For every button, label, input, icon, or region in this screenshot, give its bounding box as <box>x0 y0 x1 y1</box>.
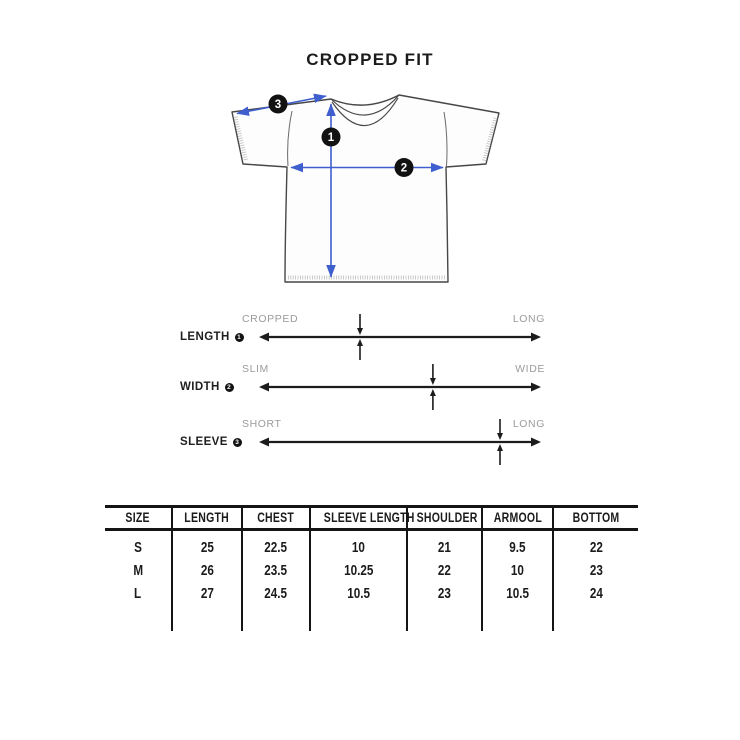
range-label-short: SHORT <box>242 418 282 430</box>
table-cell: 10.5 <box>482 583 553 606</box>
table-cell: 23 <box>553 560 638 583</box>
slider-label-text: LENGTH <box>180 331 230 343</box>
table-tail-row <box>105 606 638 631</box>
slider-badge-1: 1 <box>235 333 244 342</box>
range-label-long-sleeve: LONG <box>512 418 545 430</box>
table-cell: L <box>134 585 142 602</box>
slider-label-text: WIDTH <box>180 381 220 393</box>
slider-label-sleeve <box>180 434 242 450</box>
slider-badge-2: 2 <box>225 383 234 392</box>
header-sleeve-length: SLEEVE LENGTH <box>310 507 407 530</box>
range-label-cropped: CROPPED <box>242 313 299 325</box>
header-armool: ARMOOL <box>482 507 553 530</box>
slider-row-sleeve <box>170 412 570 472</box>
tshirt-outline <box>232 95 499 282</box>
table-cell: 24 <box>553 583 638 606</box>
slider-label-text: SLEEVE <box>180 436 228 448</box>
tshirt-diagram <box>200 80 540 295</box>
header-length: LENGTH <box>172 507 242 530</box>
header-chest: CHEST <box>242 507 310 530</box>
table-cell: 26 <box>172 560 242 583</box>
header-size: SIZE <box>105 507 172 530</box>
range-label-slim: SLIM <box>242 363 269 375</box>
slider-label-length <box>180 329 244 345</box>
table-cell: 22 <box>553 537 638 560</box>
table-spacer-row <box>105 530 638 537</box>
table-cell: 10.5 <box>310 583 407 606</box>
table-cell: 24.5 <box>242 583 310 606</box>
svg-text:1: 1 <box>327 132 335 144</box>
page-title: CROPPED FIT <box>306 50 434 69</box>
table-row-s <box>105 537 638 560</box>
table-cell: 21 <box>407 537 482 560</box>
svg-text:3: 3 <box>274 99 282 111</box>
badge-1 <box>322 128 341 147</box>
table-cell: M <box>133 562 143 579</box>
table-cell: 9.5 <box>482 537 553 560</box>
sleeve-scale-arrow <box>258 412 542 472</box>
table-header-row <box>105 507 638 530</box>
table-cell: 22.5 <box>242 537 310 560</box>
table-cell: S <box>134 539 142 556</box>
size-table <box>105 505 638 631</box>
range-label-wide: WIDE <box>515 363 545 375</box>
range-label-long: LONG <box>512 313 545 325</box>
badge-3 <box>269 95 288 114</box>
table-cell: 10.25 <box>310 560 407 583</box>
table-cell: 27 <box>172 583 242 606</box>
table-cell: 10 <box>310 537 407 560</box>
table-cell: 22 <box>407 560 482 583</box>
table-cell: 23.5 <box>242 560 310 583</box>
table-row-m <box>105 560 638 583</box>
slider-label-width <box>180 379 234 395</box>
width-scale-arrow <box>258 357 542 417</box>
table-row-l <box>105 583 638 606</box>
slider-row-width <box>170 357 570 417</box>
table-cell: 23 <box>407 583 482 606</box>
badge-2 <box>395 158 414 177</box>
table-cell: 10 <box>482 560 553 583</box>
slider-badge-3: 3 <box>233 438 242 447</box>
svg-text:2: 2 <box>400 162 408 175</box>
header-bottom: BOTTOM <box>553 507 638 530</box>
header-shoulder: SHOULDER <box>407 507 482 530</box>
table-cell: 25 <box>172 537 242 560</box>
